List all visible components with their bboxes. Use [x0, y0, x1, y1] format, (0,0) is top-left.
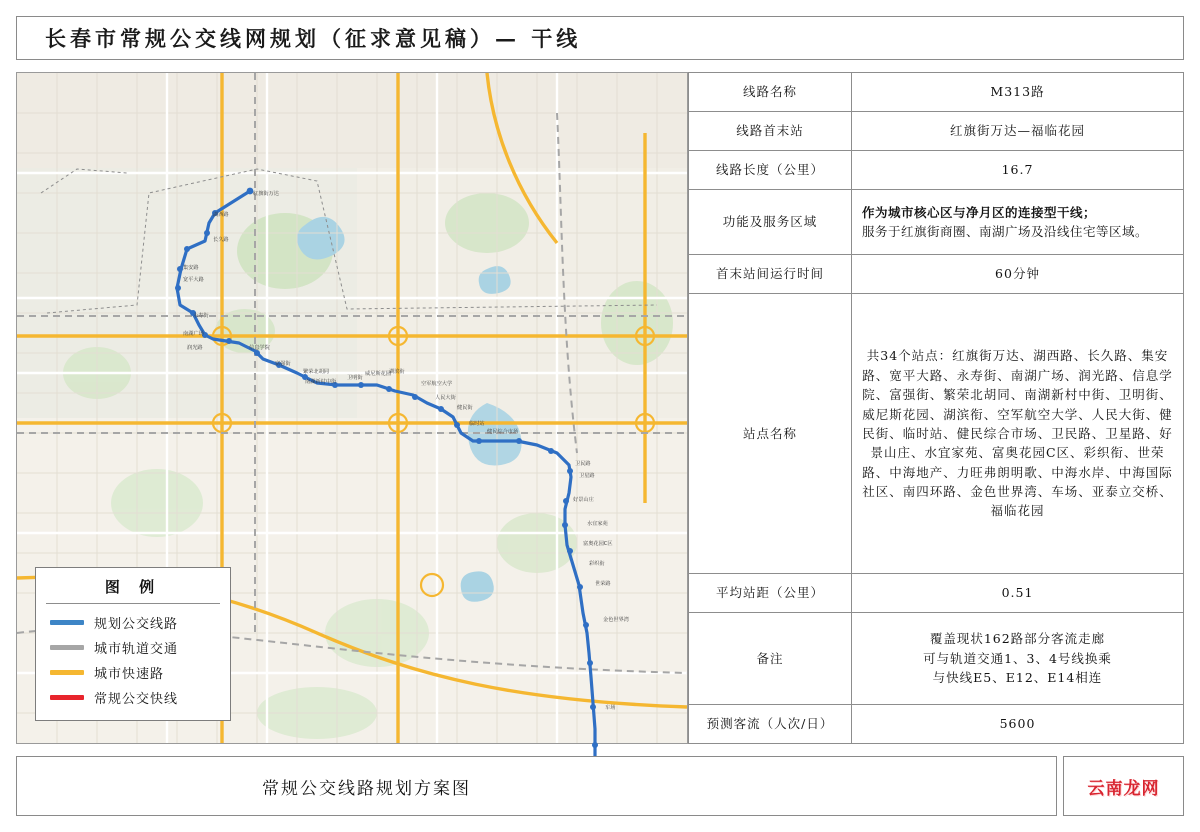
- table-row: [689, 73, 1184, 112]
- map-station-label: 卫星路: [579, 473, 595, 479]
- map-station-label: 健民综合市场: [487, 429, 519, 435]
- legend-item-bus-route: [36, 610, 230, 635]
- map-station-label: 金色世界湾: [603, 617, 629, 623]
- row-label-terminals: 线路首末站: [689, 111, 852, 150]
- content-area: [16, 72, 1184, 744]
- row-label-runtime: 首末站间运行时间: [689, 255, 852, 294]
- legend-label-bus-route: 规划公交线路: [94, 617, 179, 632]
- row-value-terminals: 红旗街万达—福临花园: [852, 111, 1184, 150]
- row-label-route-name: 线路名称: [689, 73, 852, 112]
- map-station-label: 人民大街: [435, 395, 456, 401]
- map-station-label: 湖西路: [213, 212, 229, 218]
- function-detail: 服务于红旗街商圈、南湖广场及沿线住宅等区域。: [862, 223, 1149, 239]
- row-value-function: [852, 189, 1184, 254]
- remark-line-2: 可与轨道交通1、3、4号线换乘: [923, 650, 1112, 666]
- remark-line-3: 与快线E5、E12、E14相连: [932, 670, 1103, 686]
- watermark-box: [1063, 756, 1184, 816]
- watermark-label: 云南龙网: [1087, 778, 1160, 799]
- row-value-stops: 共34个站点：红旗街万达、湖西路、长久路、集安路、宽平大路、永寿街、南湖广场、润光路、信息学院、富强街、繁荣北胡同、南湖新村中街、卫明街、威尼斯花园、湖滨衔、空军航空大学、人民大街、健民街、临时站、健民综合市场、卫民路、卫星路、好景山庄、水宜家苑、富奥花园C区、彩织衔、世荣路、中海地产、力旺弗朗明歌、中海水岸、中海国际社区、南四环路、金色世界湾、车场、亚泰立交桥、福临花园: [852, 294, 1184, 574]
- map-station-label: 长久路: [213, 237, 229, 243]
- map-station-label: 南湖新村中街: [305, 379, 337, 385]
- footer-bar: [16, 756, 1057, 816]
- row-value-remarks: [852, 613, 1184, 705]
- legend-divider: [46, 603, 220, 604]
- table-row: [689, 294, 1184, 574]
- table-row: [689, 189, 1184, 254]
- row-label-function: 功能及服务区域: [689, 189, 852, 254]
- legend-box: [35, 567, 231, 721]
- table-row: [689, 255, 1184, 294]
- legend-label-expressway: 城市快速路: [94, 667, 165, 682]
- map-station-label: 威尼斯花园: [365, 371, 391, 377]
- route-info-panel: [688, 72, 1184, 744]
- map-station-label: 宽平大路: [183, 277, 204, 283]
- title-bar: [16, 16, 1184, 60]
- function-headline: 作为城市核心区与净月区的连接型干线；: [862, 204, 1097, 220]
- row-value-forecast: 5600: [852, 705, 1184, 744]
- map-station-label: 红旗街万达: [253, 191, 279, 197]
- legend-item-expressway: [36, 660, 230, 685]
- remark-line-1: 覆盖现状162路部分客流走廊: [929, 631, 1106, 647]
- table-row: [689, 613, 1184, 705]
- legend-swatch-express-bus: [50, 695, 84, 700]
- map-station-label: 健民街: [457, 405, 473, 411]
- map-station-label: 彩织衔: [589, 561, 605, 567]
- map-station-label: 繁荣北胡同: [303, 369, 329, 375]
- legend-swatch-bus-route: [50, 620, 84, 625]
- row-label-avg-spacing: 平均站距（公里）: [689, 574, 852, 613]
- legend-item-express-bus: [36, 685, 230, 710]
- map-station-label: 南湖广场: [183, 331, 204, 337]
- row-label-length: 线路长度（公里）: [689, 150, 852, 189]
- table-row: [689, 574, 1184, 613]
- map-station-label: 集安路: [183, 265, 199, 271]
- map-panel[interactable]: [16, 72, 688, 744]
- legend-label-rail: 城市轨道交通: [94, 642, 179, 657]
- map-station-label: 卫民路: [575, 461, 591, 467]
- map-station-label: 润光路: [187, 345, 203, 351]
- legend-item-rail: [36, 635, 230, 660]
- table-row: [689, 705, 1184, 744]
- map-station-label: 富奥花园C区: [583, 541, 613, 547]
- row-value-avg-spacing: 0.51: [852, 574, 1184, 613]
- row-label-forecast: 预测客流（人次/日）: [689, 705, 852, 744]
- row-value-route-name: M313路: [852, 73, 1184, 112]
- map-station-label: 信息学院: [249, 345, 270, 351]
- map-station-label: 临时站: [469, 421, 485, 427]
- map-station-label: 好景山庄: [573, 497, 594, 503]
- table-row: [689, 111, 1184, 150]
- map-station-label: 湖滨衔: [389, 369, 405, 375]
- map-station-label: 空军航空大学: [421, 381, 453, 387]
- map-station-label: 车场: [605, 705, 616, 711]
- row-value-runtime: 60分钟: [852, 255, 1184, 294]
- row-label-stops: 站点名称: [689, 294, 852, 574]
- map-station-label: 水宜家苑: [587, 521, 608, 527]
- legend-title: 图 例: [104, 578, 162, 596]
- route-info-table: [688, 72, 1184, 744]
- legend-label-express-bus: 常规公交快线: [94, 692, 179, 707]
- footer-caption: 常规公交线路规划方案图: [262, 778, 471, 799]
- map-station-label: 世荣路: [595, 581, 611, 587]
- map-station-label: 富强街: [275, 361, 291, 367]
- map-station-label: 卫明街: [347, 375, 363, 381]
- map-station-label: 永寿街: [193, 313, 209, 319]
- legend-swatch-rail: [50, 645, 84, 650]
- row-value-length: 16.7: [852, 150, 1184, 189]
- page-title: 长春市常规公交线网规划（征求意见稿）— 干线: [45, 26, 582, 51]
- legend-swatch-expressway: [50, 670, 84, 675]
- row-label-remarks: 备注: [689, 613, 852, 705]
- table-row: [689, 150, 1184, 189]
